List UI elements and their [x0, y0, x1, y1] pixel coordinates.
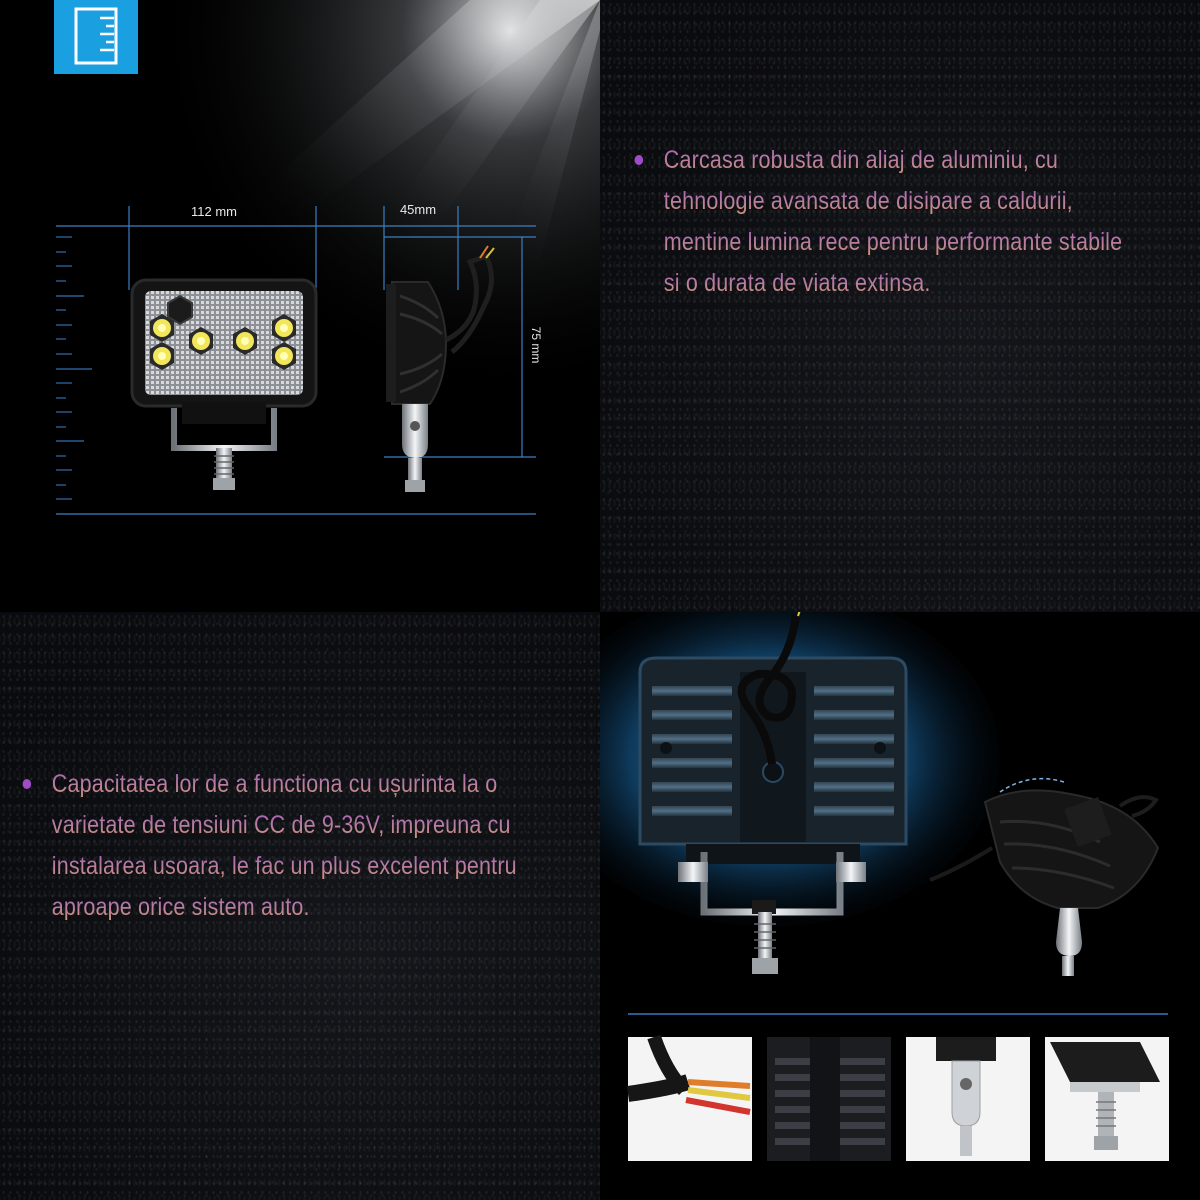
- bullet-dot-icon: [23, 779, 32, 789]
- width-label: 112 mm: [191, 204, 237, 219]
- thumbnail-bolt: [1045, 1037, 1169, 1161]
- voltage-feature-panel: [0, 612, 600, 1200]
- housing-line-1: Carcasa robusta din aliaj de aluminiu, cu: [664, 140, 1122, 181]
- voltage-line-4: aproape orice sistem auto.: [52, 887, 517, 928]
- cooling-panel: [600, 612, 1200, 1200]
- voltage-line-1: Capacitatea lor de a functiona cu ușurinta la o: [52, 764, 517, 805]
- voltage-line-2: varietate de tensiuni CC de 9-36V, impreuna cu: [52, 805, 517, 846]
- housing-line-3: mentine lumina rece pentru performante stabile: [664, 222, 1122, 263]
- housing-feature-text: [638, 140, 1122, 304]
- housing-line-2: tehnologie avansata de disipare a caldurii,: [664, 181, 1122, 222]
- voltage-feature-text: [26, 764, 517, 928]
- thumbnail-bracket: [906, 1037, 1030, 1161]
- dimensions-diagram: [0, 0, 600, 612]
- ruler-icon: [54, 0, 138, 74]
- dimensions-panel: [0, 0, 600, 612]
- voltage-line-3: instalarea usoara, le fac un plus excelent pentru: [52, 846, 517, 887]
- height-label: 75 mm: [529, 326, 543, 364]
- thumbnail-wire: [628, 1037, 752, 1161]
- cooling-illustration: [600, 612, 1200, 1200]
- housing-feature-panel: [600, 0, 1200, 612]
- detail-thumbnails: [628, 1037, 1169, 1161]
- depth-label: 45mm: [399, 202, 437, 217]
- housing-line-4: si o durata de viata extinsa.: [664, 263, 1122, 304]
- thumbnail-fins: [767, 1037, 891, 1161]
- bullet-dot-icon: [635, 155, 644, 165]
